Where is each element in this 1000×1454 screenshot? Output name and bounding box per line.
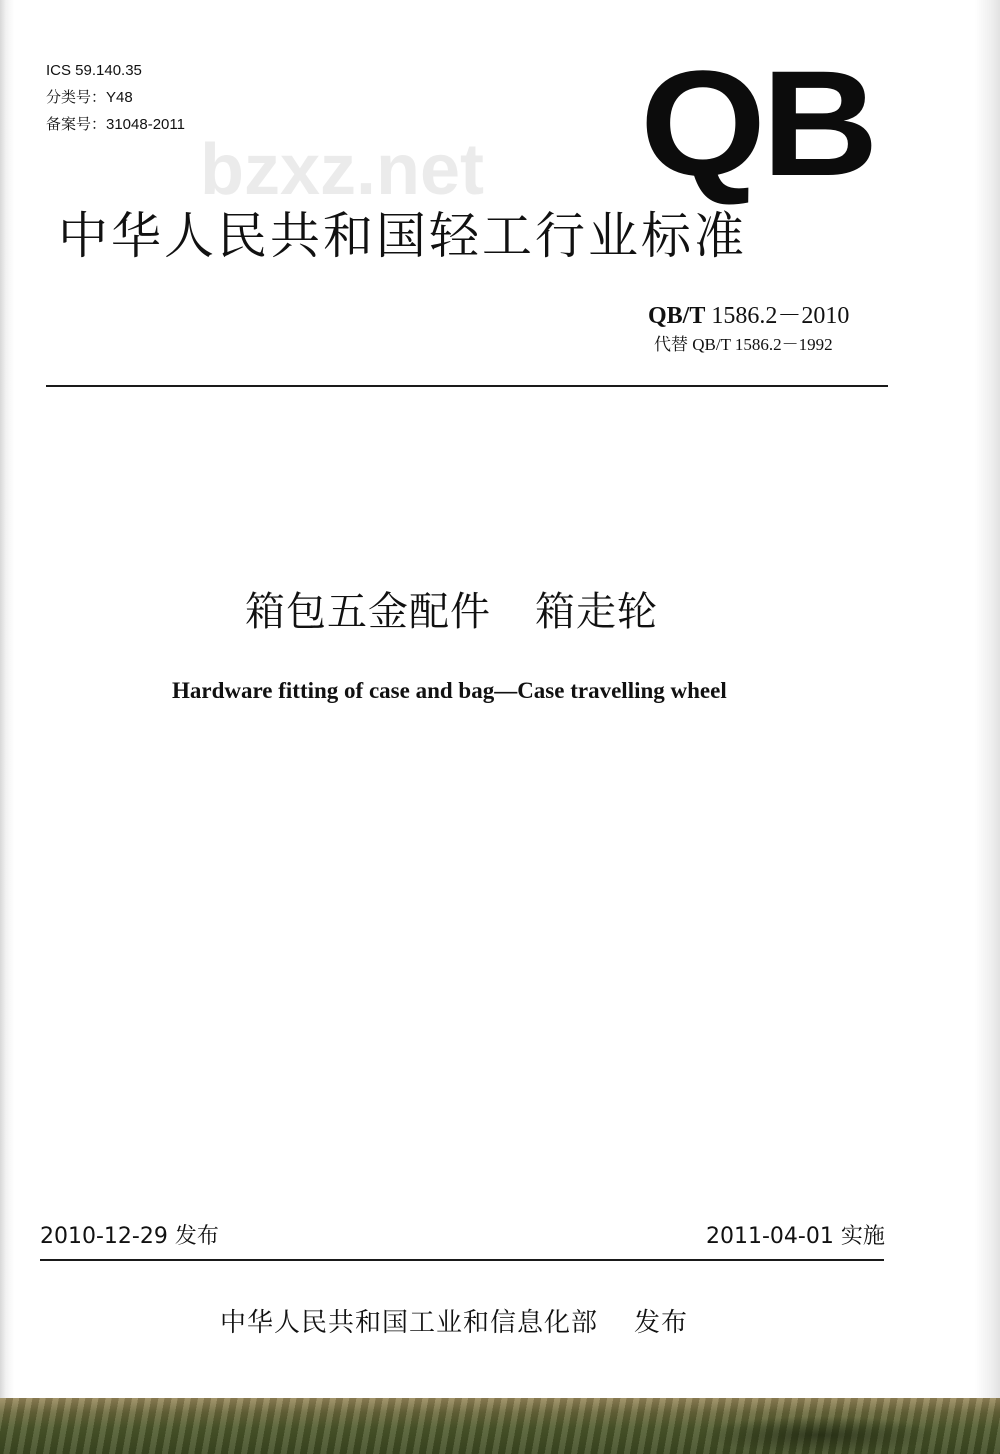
header-divider — [46, 385, 888, 387]
issuer-name: 中华人民共和国工业和信息化部 — [220, 1308, 599, 1338]
watermark: bzxz.net — [200, 130, 485, 210]
classification-number: 分类号：Y48 — [46, 89, 133, 106]
document-title-en: Hardware fitting of case and bag—Case travelling wheel — [172, 678, 727, 703]
document-title-cn-part1: 箱包五金配件 — [245, 589, 491, 635]
document-title-cn-part2: 箱走轮 — [535, 589, 658, 635]
issuer-action: 发布 — [634, 1308, 689, 1338]
document-title-cn — [245, 588, 658, 636]
ics-code: ICS 59.140.35 — [46, 62, 142, 79]
photo-shadow — [700, 1416, 940, 1454]
standard-number — [648, 302, 849, 330]
qb-logo: QB — [640, 39, 875, 207]
implementation-date: 2011-04-01 实施 — [706, 1224, 885, 1249]
record-number: 备案号：31048-2011 — [46, 116, 185, 133]
standard-code: QB/T — [648, 303, 706, 329]
footer-divider — [40, 1259, 884, 1261]
issue-date: 2010-12-29 发布 — [40, 1224, 219, 1249]
background-photo-strip — [0, 1398, 1000, 1454]
issuing-authority — [220, 1306, 688, 1340]
replaces-standard: 代替 QB/T 1586.2－1992 — [654, 335, 833, 354]
standard-category-title: 中华人民共和国轻工行业标准 — [58, 207, 747, 265]
standard-number-value: 1586.2－2010 — [711, 303, 850, 329]
